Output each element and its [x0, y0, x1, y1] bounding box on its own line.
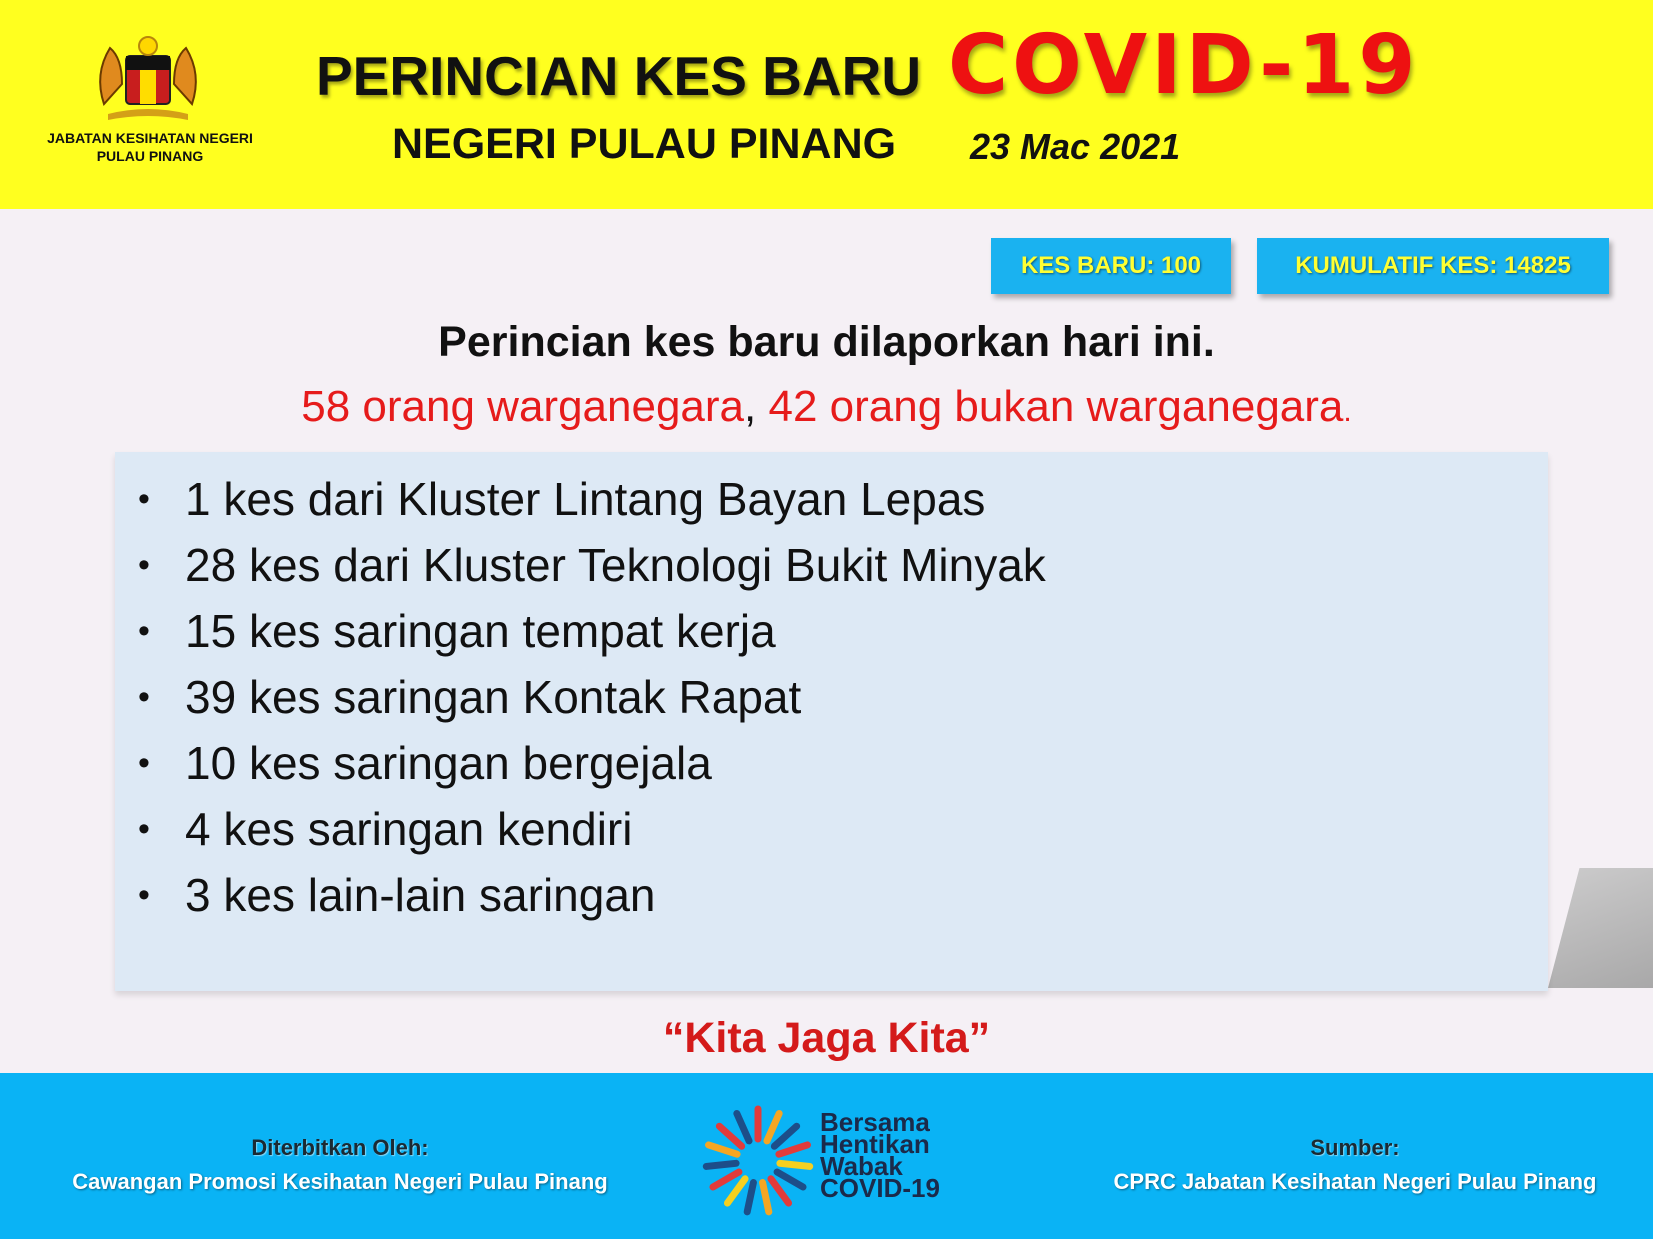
bullet-icon: • [138, 678, 150, 716]
campaign-line-2: Hentikan [820, 1129, 930, 1159]
cumulative-cases-badge: KUMULATIF KES: 14825 [1257, 238, 1609, 294]
list-item [115, 664, 1548, 730]
bullet-icon: • [138, 612, 150, 650]
footer-bar [0, 1073, 1653, 1239]
department-line-2: PULAU PINANG [96, 148, 204, 164]
list-item [115, 862, 1548, 928]
page-title: PERINCIAN KES BARU [316, 45, 922, 107]
list-item-text: 15 kes saringan tempat kerja [185, 605, 776, 657]
list-item-text: 10 kes saringan bergejala [185, 737, 712, 789]
bullet-icon: • [138, 810, 150, 848]
decorative-shadow [1548, 868, 1653, 988]
citizens-count: 58 orang warganegara [301, 382, 745, 431]
motto-tagline: “Kita Jaga Kita” [662, 1014, 991, 1062]
bullet-icon: • [138, 744, 150, 782]
non-citizens-count: 42 orang bukan warganegara [768, 382, 1344, 431]
page-title-accent: COVID-19 [948, 18, 1420, 113]
citizenship-summary [0, 382, 1653, 432]
summary-period: . [1343, 395, 1352, 428]
list-item-text: 4 kes saringan kendiri [185, 803, 633, 855]
campaign-line-1: Bersama [820, 1107, 930, 1137]
campaign-logo-icon [698, 1101, 818, 1221]
header-banner [0, 0, 1653, 209]
source-block [1090, 1131, 1620, 1199]
coat-of-arms-icon [88, 34, 208, 122]
list-item-text: 3 kes lain-lain saringan [185, 869, 656, 921]
list-item [115, 598, 1548, 664]
publisher-label: Diterbitkan Oleh: [251, 1135, 429, 1160]
list-item [115, 466, 1548, 532]
bullet-icon: • [138, 546, 150, 584]
bullet-icon: • [138, 876, 150, 914]
summary-separator: , [744, 382, 757, 431]
department-name [20, 129, 280, 165]
department-line-1: JABATAN KESIHATAN NEGERI [47, 130, 253, 146]
list-item-text: 1 kes dari Kluster Lintang Bayan Lepas [185, 473, 986, 525]
list-item [115, 532, 1548, 598]
campaign-logo-text [820, 1107, 940, 1203]
bullet-icon: • [138, 480, 150, 518]
section-heading: Perincian kes baru dilaporkan hari ini. [438, 318, 1215, 366]
report-date: 23 Mac 2021 [970, 126, 1181, 167]
list-item [115, 730, 1548, 796]
source-name: CPRC Jabatan Kesihatan Negeri Pulau Pinang [1113, 1169, 1597, 1194]
case-breakdown-list [115, 452, 1548, 991]
list-item [115, 796, 1548, 862]
publisher-name: Cawangan Promosi Kesihatan Negeri Pulau Pinang [72, 1169, 608, 1194]
campaign-line-3: Wabak [820, 1151, 903, 1181]
list-item-text: 28 kes dari Kluster Teknologi Bukit Minyak [185, 539, 1046, 591]
new-cases-badge: KES BARU: 100 [991, 238, 1231, 294]
campaign-line-4: COVID-19 [820, 1173, 940, 1203]
state-subtitle: NEGERI PULAU PINANG [392, 120, 897, 168]
publisher-block [40, 1131, 640, 1199]
list-item-text: 39 kes saringan Kontak Rapat [185, 671, 802, 723]
source-label: Sumber: [1310, 1135, 1400, 1160]
